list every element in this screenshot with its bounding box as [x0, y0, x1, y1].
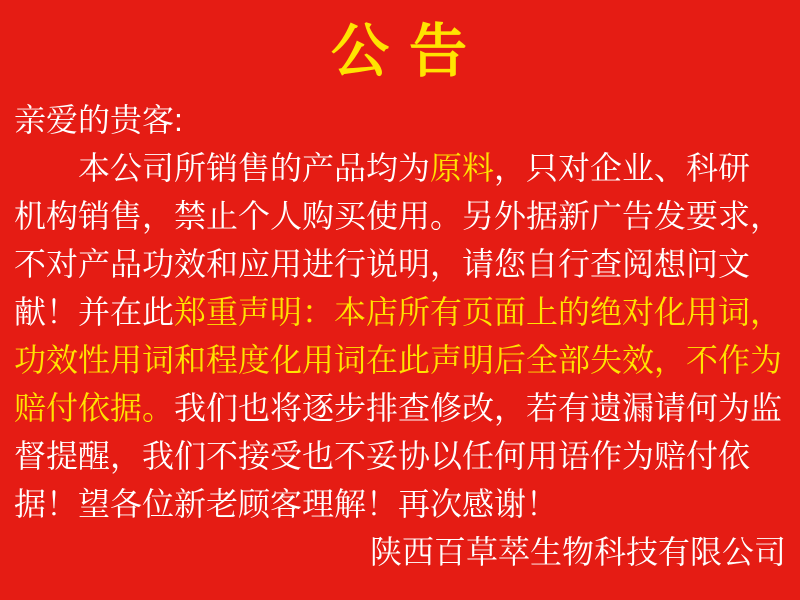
text-segment-white: 督提醒，我们不接受也不妥协以任何用语作为赔付依 — [14, 438, 751, 474]
text-segment-yellow: 赔付依据。 — [14, 390, 175, 426]
announcement-banner — [0, 8, 800, 600]
paragraph-line — [14, 480, 786, 528]
text-segment-yellow: 郑重声明：本店所有页面上的绝对化用词， — [174, 294, 783, 330]
text-segment-white: 据！望各位新老顾客理解！再次感谢！ — [14, 486, 559, 522]
text-segment-white: 本公司所销售的产品均为 — [78, 150, 431, 186]
paragraph-line — [14, 336, 786, 384]
paragraph-line — [14, 432, 786, 480]
paragraph-line — [14, 144, 786, 192]
text-segment-white: 不对产品功效和应用进行说明，请您自行查阅想问文 — [14, 246, 751, 282]
paragraph-line — [14, 240, 786, 288]
text-segment-white: 我们也将逐步排查修改，若有遗漏请何为监 — [174, 390, 783, 426]
text-segment-white: 献！并在此 — [14, 294, 175, 330]
text-segment-white: 机构销售，禁止个人购买使用。另外据新广告发要求， — [14, 198, 783, 234]
text-segment-white: ，只对企业、科研 — [494, 150, 751, 186]
paragraph-line — [14, 384, 786, 432]
notice-body — [14, 96, 786, 576]
paragraph-line — [14, 192, 786, 240]
page-title: 公 告 — [330, 19, 470, 84]
company-signature: 陕西百草萃生物科技有限公司 — [369, 534, 786, 570]
text-segment-yellow: 原料 — [430, 150, 495, 186]
salutation: 亲爱的贵客: — [14, 102, 183, 138]
paragraph-line — [14, 288, 786, 336]
text-segment-yellow: 功效性用词和程度化用词在此声明后全部失效，不作为 — [14, 342, 783, 378]
notice-paragraph — [14, 144, 786, 528]
